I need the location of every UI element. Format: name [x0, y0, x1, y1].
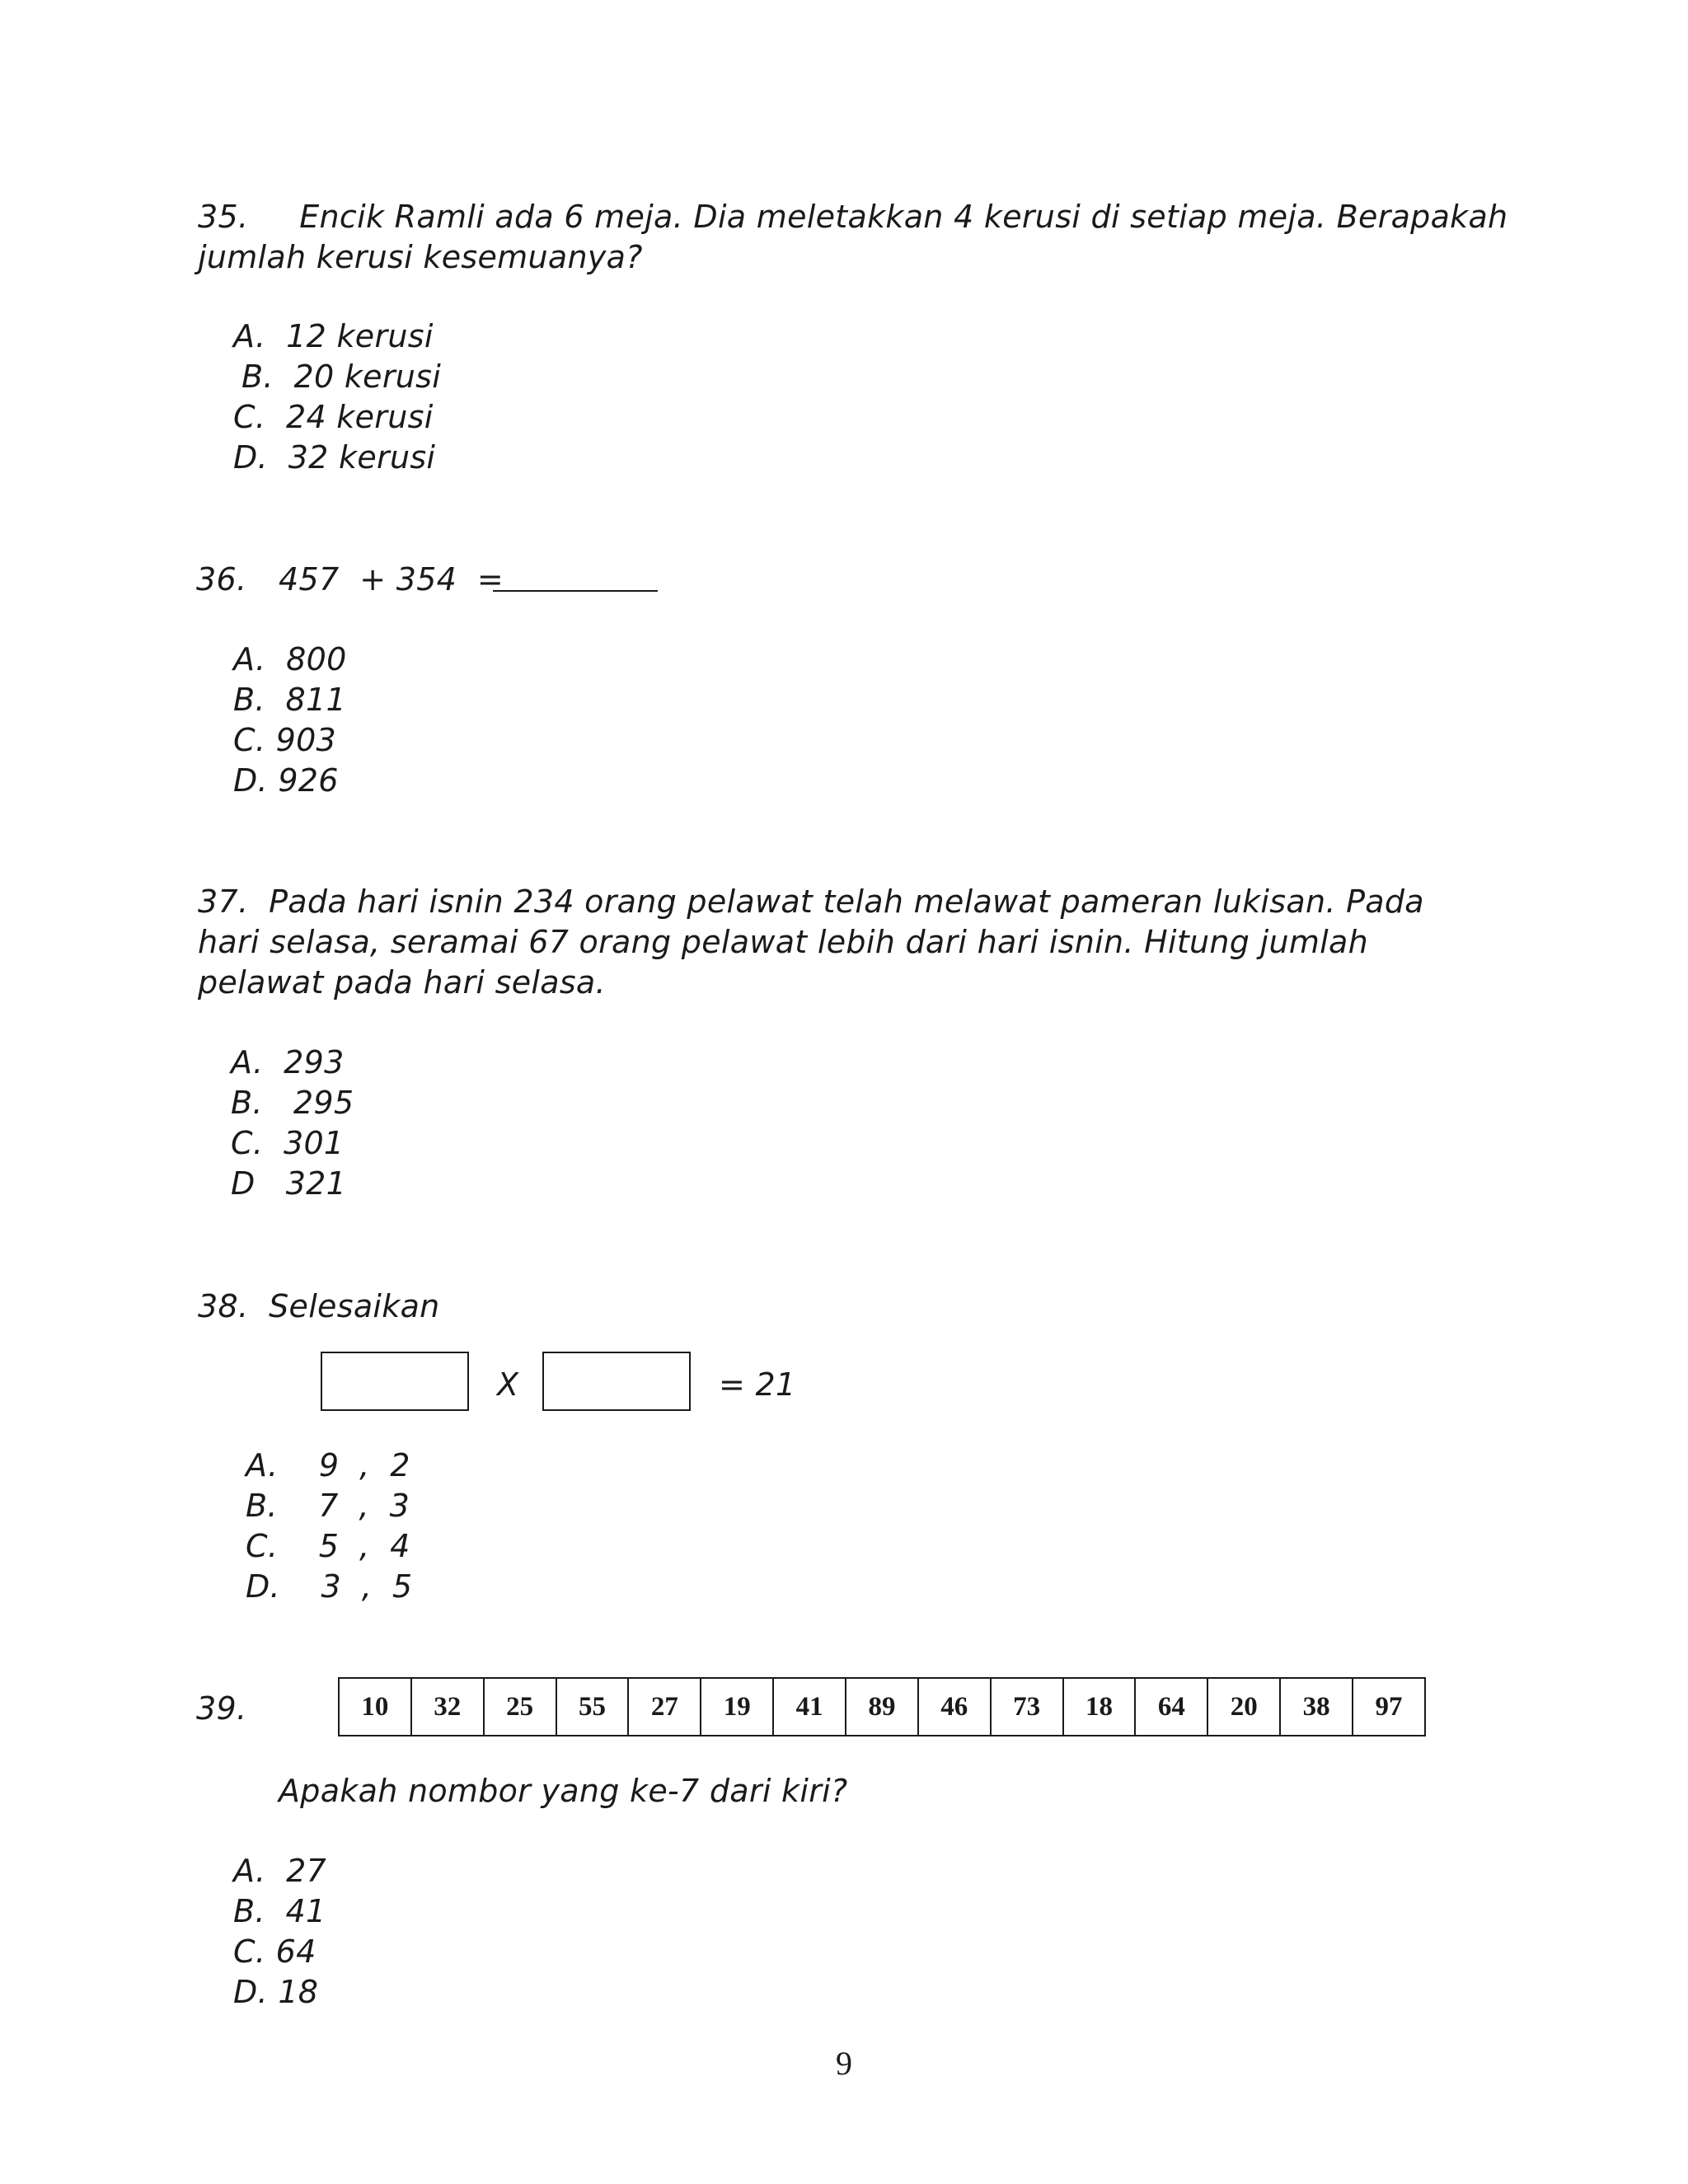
q35-line-2: jumlah kerusi kesemuanya? [198, 239, 643, 275]
q39-option-a: A. 27 [233, 1853, 327, 1889]
table-cell: 89 [846, 1679, 919, 1735]
table-cell: 41 [774, 1679, 846, 1735]
table-cell: 32 [412, 1679, 485, 1735]
q38-option-c: C. 5 , 4 [246, 1528, 410, 1564]
table-cell: 25 [485, 1679, 557, 1735]
q36-option-d: D. 926 [233, 762, 339, 799]
table-cell: 38 [1281, 1679, 1353, 1735]
q38-answer-box-2 [542, 1352, 691, 1411]
q36-option-b: B. 811 [233, 682, 346, 718]
q37-line-2: hari selasa, seramai 67 orang pelawat lebih dari hari isnin. Hitung jumlah [198, 924, 1368, 960]
q38-equals-result: = 21 [719, 1366, 796, 1403]
q35-option-a: A. 12 kerusi [233, 318, 434, 354]
q39-number: 39. [196, 1690, 247, 1727]
table-cell: 64 [1136, 1679, 1208, 1735]
q36-answer-blank [493, 590, 658, 592]
page-number: 9 [836, 2045, 852, 2082]
q36-option-c: C. 903 [233, 722, 337, 758]
q38-title: 38. Selesaikan [198, 1288, 440, 1324]
q35-option-d: D. 32 kerusi [233, 439, 436, 476]
q39-number-table [338, 1677, 1426, 1736]
q39-option-b: B. 41 [233, 1893, 326, 1929]
q38-option-b: B. 7 , 3 [246, 1488, 410, 1524]
q37-line-3: pelawat pada hari selasa. [198, 964, 606, 1001]
table-cell: 20 [1208, 1679, 1281, 1735]
table-cell: 97 [1375, 1691, 1403, 1722]
q38-option-a: A. 9 , 2 [246, 1447, 410, 1483]
q35-line-1: 35. Encik Ramli ada 6 meja. Dia meletakkan 4 kerusi di setiap meja. Berapakah [198, 199, 1508, 235]
q38-option-d: D. 3 , 5 [246, 1568, 413, 1605]
q38-times-sign: X [497, 1366, 519, 1403]
table-cell: 73 [992, 1679, 1064, 1735]
q37-option-c: C. 301 [231, 1125, 345, 1161]
q37-option-b: B. 295 [231, 1085, 354, 1121]
q37-option-d: D 321 [231, 1165, 347, 1202]
table-cell: 18 [1064, 1679, 1137, 1735]
q36-option-a: A. 800 [233, 641, 347, 677]
q36-expression: 457 + 354 = [279, 561, 504, 598]
q36-number: 36. [196, 561, 247, 598]
q39-option-d: D. 18 [233, 1974, 319, 2010]
table-cell: 46 [919, 1679, 992, 1735]
table-cell: 10 [340, 1679, 412, 1735]
q37-line-1: 37. Pada hari isnin 234 orang pelawat telah melawat pameran lukisan. Pada [198, 883, 1424, 920]
q35-option-c: C. 24 kerusi [233, 399, 434, 435]
q38-answer-box-1 [321, 1352, 469, 1411]
q35-option-b: B. 20 kerusi [241, 359, 442, 395]
q39-option-c: C. 64 [233, 1933, 316, 1970]
table-cell: 55 [557, 1679, 630, 1735]
table-cell: 19 [701, 1679, 774, 1735]
table-cell: 27 [629, 1679, 701, 1735]
q37-option-a: A. 293 [231, 1044, 345, 1080]
q39-question: Apakah nombor yang ke-7 dari kiri? [279, 1773, 848, 1809]
